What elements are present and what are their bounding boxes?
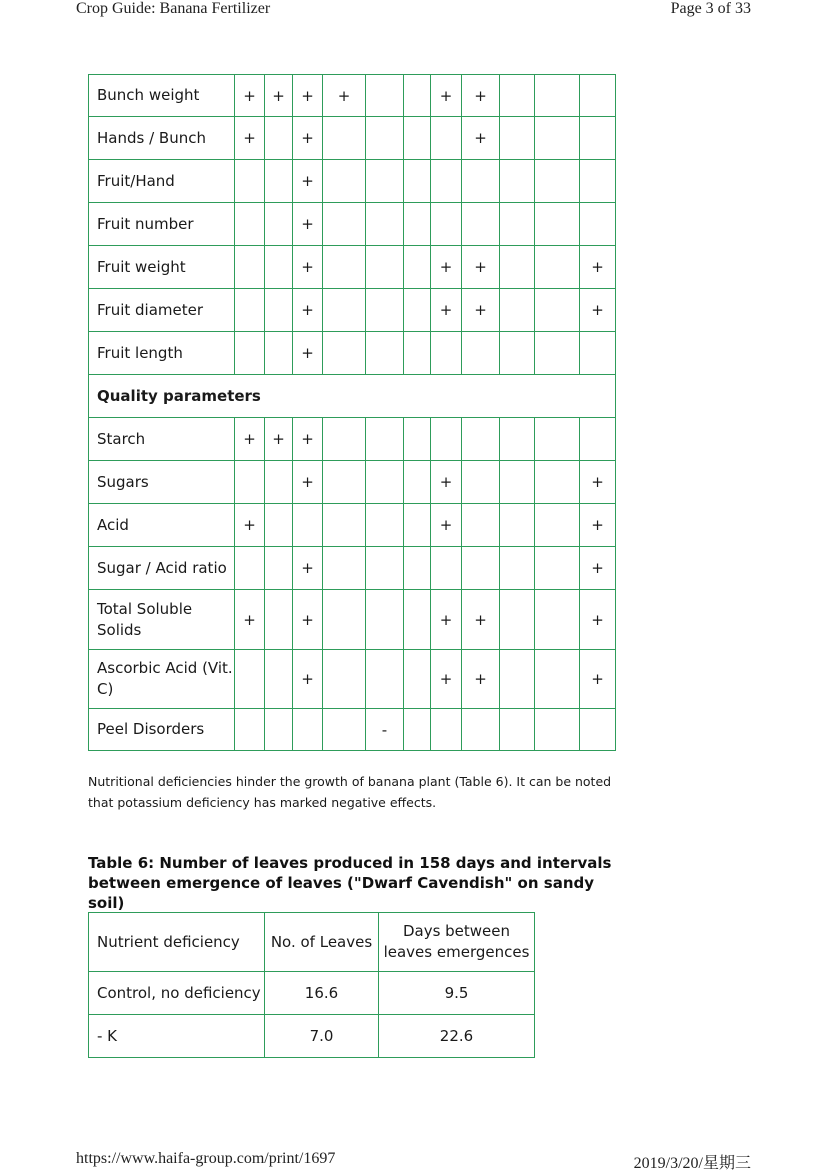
parameter-label: Peel Disorders <box>89 709 235 751</box>
effect-mark-cell <box>265 289 293 332</box>
table-row <box>89 332 616 375</box>
effect-mark-cell <box>265 332 293 375</box>
effect-mark-cell: + <box>293 547 323 590</box>
effect-mark-cell <box>235 203 265 246</box>
effect-mark-cell <box>500 332 535 375</box>
table-row <box>89 289 616 332</box>
effect-mark-cell <box>535 418 580 461</box>
page-header-title: Crop Guide: Banana Fertilizer <box>76 0 271 17</box>
effect-mark-cell: + <box>462 75 500 117</box>
effect-mark-cell <box>535 75 580 117</box>
effect-mark-cell: + <box>431 75 462 117</box>
effect-mark-cell <box>235 160 265 203</box>
effect-mark-cell: + <box>293 160 323 203</box>
effect-mark-cell: + <box>462 590 500 650</box>
parameter-label: Acid <box>89 504 235 547</box>
effect-mark-cell <box>500 160 535 203</box>
effect-mark-cell <box>404 590 431 650</box>
effect-mark-cell: + <box>323 75 366 117</box>
parameter-label: Ascorbic Acid (Vit. C) <box>89 650 235 709</box>
header-no-of-leaves: No. of Leaves <box>265 913 379 972</box>
effect-mark-cell <box>500 461 535 504</box>
effect-mark-cell <box>535 246 580 289</box>
effect-mark-cell <box>404 461 431 504</box>
effect-mark-cell <box>500 650 535 709</box>
effect-mark-cell <box>404 75 431 117</box>
effect-mark-cell <box>404 650 431 709</box>
parameter-label: Sugars <box>89 461 235 504</box>
row-label: Control, no deficiency <box>89 972 265 1015</box>
row-label: - K <box>89 1015 265 1058</box>
effect-mark-cell <box>265 160 293 203</box>
effect-mark-cell <box>535 461 580 504</box>
effect-mark-cell <box>366 246 404 289</box>
effect-mark-cell <box>235 246 265 289</box>
effect-mark-cell <box>462 504 500 547</box>
effect-mark-cell: + <box>265 418 293 461</box>
effect-mark-cell: + <box>293 650 323 709</box>
body-paragraph: Nutritional deficiencies hinder the growth of banana plant (Table 6). It can be noted that potassium deficiency has marked negative effects. <box>88 774 612 810</box>
effect-mark-cell <box>580 418 616 461</box>
section-row <box>89 375 616 418</box>
effect-mark-cell: + <box>293 461 323 504</box>
table-row <box>89 117 616 160</box>
parameter-label: Fruit/Hand <box>89 160 235 203</box>
effect-mark-cell <box>235 709 265 751</box>
effect-mark-cell: - <box>366 709 404 751</box>
effect-mark-cell <box>535 203 580 246</box>
effect-mark-cell: + <box>431 246 462 289</box>
effect-mark-cell: + <box>580 246 616 289</box>
effect-mark-cell <box>431 547 462 590</box>
effect-mark-cell <box>580 332 616 375</box>
effect-mark-cell <box>462 709 500 751</box>
effect-mark-cell: + <box>580 590 616 650</box>
effect-mark-cell <box>535 332 580 375</box>
effect-mark-cell <box>404 709 431 751</box>
print-date: 2019/3/20/星期三 <box>633 1155 751 1172</box>
effect-mark-cell <box>404 418 431 461</box>
effect-mark-cell <box>500 246 535 289</box>
effect-mark-cell <box>404 160 431 203</box>
effect-mark-cell <box>366 117 404 160</box>
effect-mark-cell <box>462 418 500 461</box>
effect-mark-cell <box>431 418 462 461</box>
effect-mark-cell <box>535 709 580 751</box>
effect-mark-cell <box>366 75 404 117</box>
effect-mark-cell <box>535 650 580 709</box>
effect-mark-cell <box>265 709 293 751</box>
section-heading: Quality parameters <box>89 375 616 418</box>
effect-mark-cell <box>404 547 431 590</box>
table-row <box>89 709 616 751</box>
effect-mark-cell <box>366 547 404 590</box>
effect-mark-cell <box>404 289 431 332</box>
row-value: 16.6 <box>265 972 379 1015</box>
effect-mark-cell <box>535 289 580 332</box>
effect-mark-cell <box>323 461 366 504</box>
effect-mark-cell: + <box>293 203 323 246</box>
effect-mark-cell <box>535 160 580 203</box>
effect-mark-cell <box>500 504 535 547</box>
effect-mark-cell <box>265 461 293 504</box>
effect-mark-cell <box>431 160 462 203</box>
table-row <box>89 203 616 246</box>
effect-mark-cell: + <box>293 246 323 289</box>
effect-mark-cell: + <box>293 117 323 160</box>
table-row <box>89 246 616 289</box>
effect-mark-cell <box>366 504 404 547</box>
effect-mark-cell <box>323 246 366 289</box>
parameters-table <box>88 74 616 751</box>
table-row <box>89 972 535 1015</box>
effect-mark-cell: + <box>235 117 265 160</box>
effect-mark-cell: + <box>235 590 265 650</box>
effect-mark-cell <box>431 332 462 375</box>
parameter-label: Fruit weight <box>89 246 235 289</box>
table-row <box>89 547 616 590</box>
effect-mark-cell <box>366 203 404 246</box>
table-row <box>89 75 616 117</box>
effect-mark-cell <box>366 332 404 375</box>
effect-mark-cell <box>500 203 535 246</box>
effect-mark-cell <box>323 418 366 461</box>
effect-mark-cell <box>580 117 616 160</box>
table-row <box>89 461 616 504</box>
effect-mark-cell <box>265 650 293 709</box>
effect-mark-cell <box>500 75 535 117</box>
row-value: 22.6 <box>379 1015 535 1058</box>
effect-mark-cell: + <box>580 461 616 504</box>
effect-mark-cell <box>323 650 366 709</box>
effect-mark-cell <box>404 117 431 160</box>
effect-mark-cell: + <box>431 461 462 504</box>
effect-mark-cell: + <box>293 590 323 650</box>
table-row <box>89 650 616 709</box>
leaves-table <box>88 912 535 1058</box>
parameter-label: Total Soluble Solids <box>89 590 235 650</box>
effect-mark-cell <box>323 160 366 203</box>
effect-mark-cell: + <box>293 289 323 332</box>
parameter-label: Sugar / Acid ratio <box>89 547 235 590</box>
effect-mark-cell <box>500 709 535 751</box>
effect-mark-cell: + <box>293 332 323 375</box>
table-row <box>89 504 616 547</box>
effect-mark-cell <box>323 289 366 332</box>
effect-mark-cell <box>366 650 404 709</box>
effect-mark-cell: + <box>580 289 616 332</box>
parameter-label: Starch <box>89 418 235 461</box>
effect-mark-cell: + <box>462 246 500 289</box>
effect-mark-cell <box>323 590 366 650</box>
effect-mark-cell <box>580 203 616 246</box>
effect-mark-cell <box>366 160 404 203</box>
effect-mark-cell <box>431 203 462 246</box>
effect-mark-cell <box>500 117 535 160</box>
effect-mark-cell <box>462 547 500 590</box>
parameter-label: Bunch weight <box>89 75 235 117</box>
effect-mark-cell <box>462 203 500 246</box>
effect-mark-cell <box>404 504 431 547</box>
effect-mark-cell: + <box>431 650 462 709</box>
effect-mark-cell <box>235 547 265 590</box>
effect-mark-cell: + <box>235 504 265 547</box>
table-header-row <box>89 913 535 972</box>
effect-mark-cell: + <box>431 504 462 547</box>
effect-mark-cell: + <box>431 289 462 332</box>
effect-mark-cell <box>265 203 293 246</box>
table-row <box>89 1015 535 1058</box>
table-row <box>89 160 616 203</box>
parameter-label: Hands / Bunch <box>89 117 235 160</box>
effect-mark-cell <box>431 709 462 751</box>
effect-mark-cell: + <box>462 289 500 332</box>
effect-mark-cell: + <box>293 75 323 117</box>
parameter-label: Fruit length <box>89 332 235 375</box>
effect-mark-cell <box>500 590 535 650</box>
page-url: https://www.haifa-group.com/print/1697 <box>76 1150 336 1167</box>
parameter-label: Fruit number <box>89 203 235 246</box>
table-row <box>89 590 616 650</box>
effect-mark-cell <box>323 709 366 751</box>
row-value: 9.5 <box>379 972 535 1015</box>
effect-mark-cell <box>535 504 580 547</box>
table-row <box>89 418 616 461</box>
effect-mark-cell <box>265 590 293 650</box>
effect-mark-cell <box>580 709 616 751</box>
effect-mark-cell <box>235 332 265 375</box>
effect-mark-cell: + <box>235 75 265 117</box>
effect-mark-cell <box>323 332 366 375</box>
effect-mark-cell <box>500 289 535 332</box>
effect-mark-cell <box>366 590 404 650</box>
effect-mark-cell: + <box>580 547 616 590</box>
row-value: 7.0 <box>265 1015 379 1058</box>
page-number: Page 3 of 33 <box>670 0 751 17</box>
effect-mark-cell <box>500 547 535 590</box>
effect-mark-cell <box>323 504 366 547</box>
header-nutrient-deficiency: Nutrient deficiency <box>89 913 265 972</box>
effect-mark-cell <box>235 650 265 709</box>
effect-mark-cell <box>366 289 404 332</box>
effect-mark-cell <box>265 547 293 590</box>
effect-mark-cell <box>265 117 293 160</box>
parameter-label: Fruit diameter <box>89 289 235 332</box>
effect-mark-cell <box>580 160 616 203</box>
effect-mark-cell <box>580 75 616 117</box>
effect-mark-cell <box>323 547 366 590</box>
effect-mark-cell <box>404 332 431 375</box>
effect-mark-cell: + <box>580 504 616 547</box>
effect-mark-cell: + <box>431 590 462 650</box>
effect-mark-cell <box>293 504 323 547</box>
table6-caption: Table 6: Number of leaves produced in 158 days and intervals between emergence of leaves ("Dwarf Cavendish" on sandy soil) <box>88 854 612 912</box>
effect-mark-cell <box>265 246 293 289</box>
header-days-between: Days between leaves emergences <box>379 913 535 972</box>
effect-mark-cell <box>462 332 500 375</box>
effect-mark-cell <box>462 160 500 203</box>
effect-mark-cell <box>265 504 293 547</box>
effect-mark-cell: + <box>235 418 265 461</box>
effect-mark-cell <box>535 547 580 590</box>
effect-mark-cell: + <box>462 117 500 160</box>
effect-mark-cell <box>500 418 535 461</box>
effect-mark-cell <box>235 289 265 332</box>
effect-mark-cell <box>235 461 265 504</box>
effect-mark-cell <box>462 461 500 504</box>
effect-mark-cell <box>535 117 580 160</box>
effect-mark-cell: + <box>293 418 323 461</box>
effect-mark-cell: + <box>462 650 500 709</box>
effect-mark-cell <box>404 246 431 289</box>
effect-mark-cell <box>323 203 366 246</box>
effect-mark-cell <box>366 418 404 461</box>
effect-mark-cell <box>366 461 404 504</box>
effect-mark-cell: + <box>265 75 293 117</box>
effect-mark-cell <box>535 590 580 650</box>
effect-mark-cell <box>431 117 462 160</box>
effect-mark-cell <box>404 203 431 246</box>
effect-mark-cell <box>293 709 323 751</box>
effect-mark-cell: + <box>580 650 616 709</box>
effect-mark-cell <box>323 117 366 160</box>
